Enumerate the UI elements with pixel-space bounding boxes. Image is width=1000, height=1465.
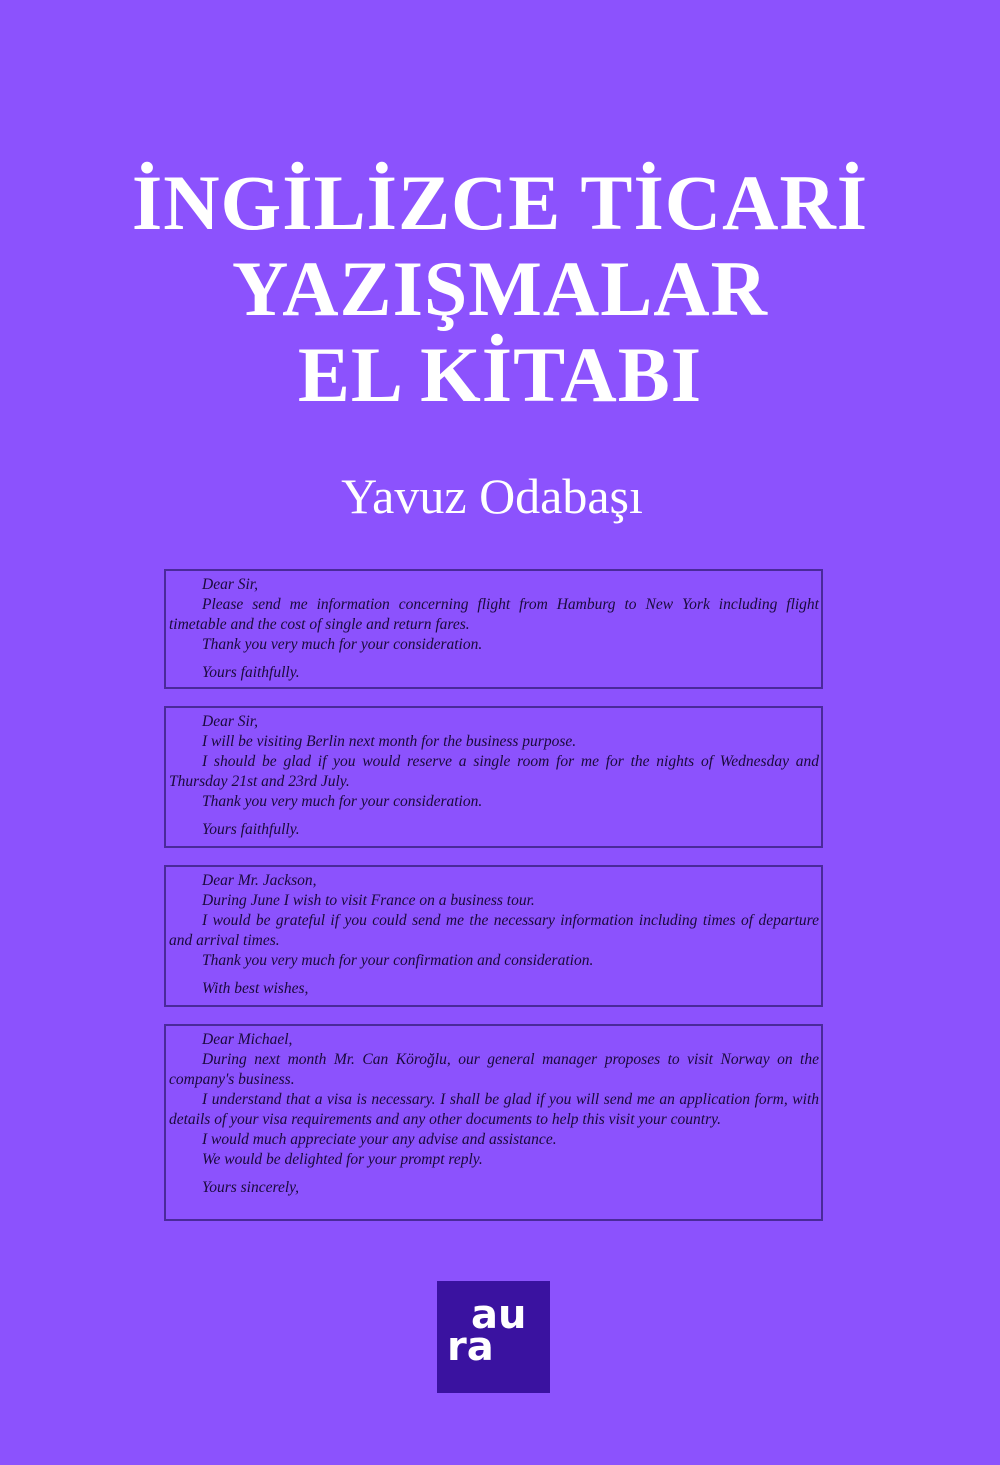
letter-paragraph: During June I wish to visit France on a business tour.	[202, 892, 535, 909]
letter-paragraph: I will be visiting Berlin next month for the business purpose.	[202, 733, 577, 750]
letter-salutation: Dear Michael,	[202, 1031, 293, 1048]
letter-paragraph: I would be grateful if you could send me the necessary information including times of departure and arrival times.	[169, 912, 819, 949]
letter-paragraph: Thank you very much for your consideration.	[202, 793, 483, 810]
letter-paragraph: During next month Mr. Can Köroğlu, our general manager proposes to visit Norway on the company's business.	[169, 1051, 819, 1088]
letter-salutation: Dear Sir,	[202, 576, 258, 593]
letter-closing: Yours faithfully.	[202, 664, 300, 681]
sample-letter-4	[164, 1024, 823, 1221]
letter-paragraph: I should be glad if you would reserve a single room for me for the nights of Wednesday and Thursday 21st and 23rd July.	[169, 753, 819, 790]
letter-salutation: Dear Sir,	[202, 713, 258, 730]
letter-salutation: Dear Mr. Jackson,	[202, 872, 317, 889]
letter-paragraph: Thank you very much for your confirmation and consideration.	[202, 952, 594, 969]
sample-letter-3	[164, 865, 823, 1007]
book-title	[0, 160, 1000, 418]
author-name: Yavuz Odabaşı	[341, 468, 643, 524]
letter-paragraph: I understand that a visa is necessary. I shall be glad if you will send me an application form, with details of your visa requirements and any other documents to help this visit your country.	[169, 1091, 819, 1128]
logo-text-bottom: ra	[447, 1324, 494, 1370]
letter-closing: Yours sincerely,	[202, 1179, 300, 1196]
publisher-logo	[437, 1281, 550, 1393]
logo-text-top: au	[471, 1292, 527, 1338]
title-line-1: İNGİLİZCE TİCARİ	[131, 159, 869, 246]
title-line-2: YAZIŞMALAR	[232, 245, 768, 332]
letter-paragraph: I would much appreciate your any advise and assistance.	[202, 1131, 557, 1148]
letter-closing: Yours faithfully.	[202, 821, 300, 838]
sample-letter-2	[164, 706, 823, 848]
letter-closing: With best wishes,	[202, 980, 309, 997]
letter-paragraph: We would be delighted for your prompt reply.	[202, 1151, 483, 1168]
sample-letter-1	[164, 569, 823, 689]
letter-paragraph: Please send me information concerning flight from Hamburg to New York including flight timetable and the cost of single and return fares.	[169, 596, 819, 633]
letter-paragraph: Thank you very much for your consideration.	[202, 636, 483, 653]
title-line-3: EL KİTABI	[297, 331, 703, 418]
